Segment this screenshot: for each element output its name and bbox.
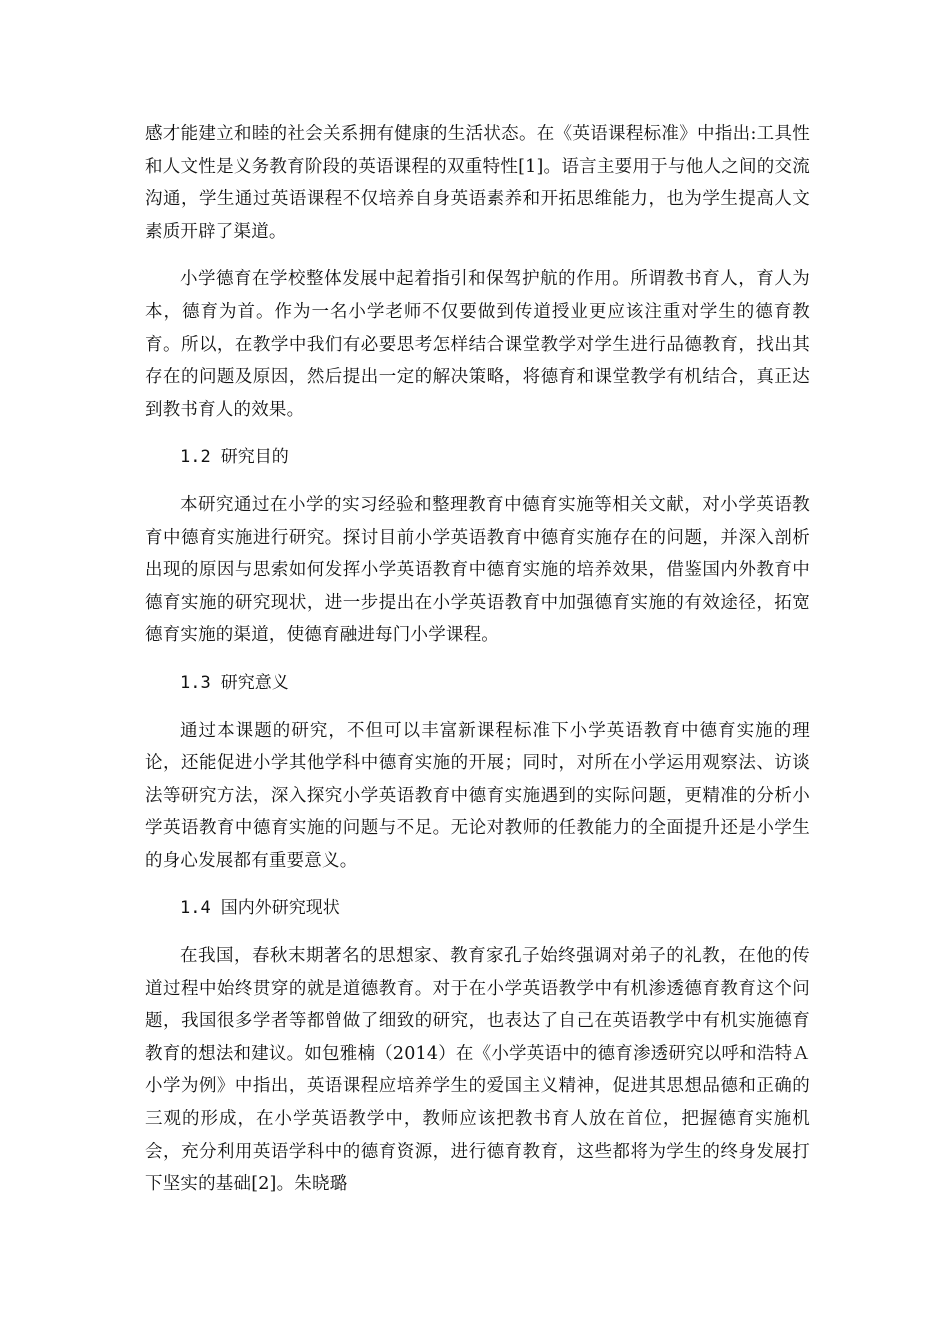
section-heading-1-2 bbox=[145, 441, 810, 474]
paragraph-research-purpose: 本研究通过在小学的实习经验和整理教育中德育实施等相关文献，对小学英语教育中德育实施进行研究。探讨目前小学英语教育中德育实施存在的问题，并深入剖析出现的原因与思索如何发挥小学英语教育中德育实施的培养效果，借鉴国内外教育中德育实施的研究现状，进一步提出在小学英语教育中加强德育实施的有效途径，拓宽德育实施的渠道，使德育融进每门小学课程。 bbox=[145, 494, 810, 646]
paragraph-research-status: 在我国，春秋末期著名的思想家、教育家孔子始终强调对弟子的礼教，在他的传道过程中始终贯穿的就是道德教育。对于在小学英语教学中有机渗透德育教育这个问题，我国很多学者等都曾做了细致的研究，也表达了自己在英语教学中有机实施德育教育的想法和建议。如包雅楠（2014）在《小学英语中的德育渗透研究以呼和浩特Ａ小学为例》中指出，英语课程应培养学生的爱国主义精神，促进其思想品德和正确的三观的形成，在小学英语教学中，教师应该把教书育人放在首位，把握德育实施机会，充分利用英语学科中的德育资源，进行德育教育，这些都将为学生的终身发展打下坚实的基础[2]。朱晓璐 bbox=[145, 946, 810, 1195]
section-number: 1.2 bbox=[180, 447, 211, 468]
section-number: 1.3 bbox=[180, 672, 211, 693]
section-number: 1.4 bbox=[180, 898, 211, 919]
paragraph-research-significance: 通过本课题的研究，不但可以丰富新课程标准下小学英语教育中德育实施的理论，还能促进小学其他学科中德育实施的开展；同时，对所在小学运用观察法、访谈法等研究方法，深入探究小学英语教育中德育实施遇到的实际问题，更精准的分析小学英语教育中德育实施的问题与不足。无论对教师的任教能力的全面提升还是小学生的身心发展都有重要意义。 bbox=[145, 720, 810, 871]
section-title: 研究目的 bbox=[220, 447, 289, 468]
section-title: 研究意义 bbox=[220, 672, 289, 693]
paragraph-moral-education: 小学德育在学校整体发展中起着指引和保驾护航的作用。所谓教书育人，育人为本，德育为首。作为一名小学老师不仅要做到传道授业更应该注重对学生的德育教育。所以，在教学中我们有必要思考怎样结合课堂教学对学生进行品德教育，找出其存在的问题及原因，然后提出一定的解决策略，将德育和课堂教学有机结合，真正达到教书育人的效果。 bbox=[145, 269, 810, 420]
document-body bbox=[145, 118, 810, 1201]
paragraph-continuation: 感才能建立和睦的社会关系拥有健康的生活状态。在《英语课程标准》中指出:工具性和人文性是义务教育阶段的英语课程的双重特性[1]。语言主要用于与他人之间的交流沟通，学生通过英语课程不仅培养自身英语素养和开拓思维能力，也为学生提高人文素质开辟了渠道。 bbox=[145, 124, 810, 242]
section-title: 国内外研究现状 bbox=[220, 898, 340, 919]
section-heading-1-3 bbox=[145, 667, 810, 700]
section-heading-1-4 bbox=[145, 892, 810, 925]
